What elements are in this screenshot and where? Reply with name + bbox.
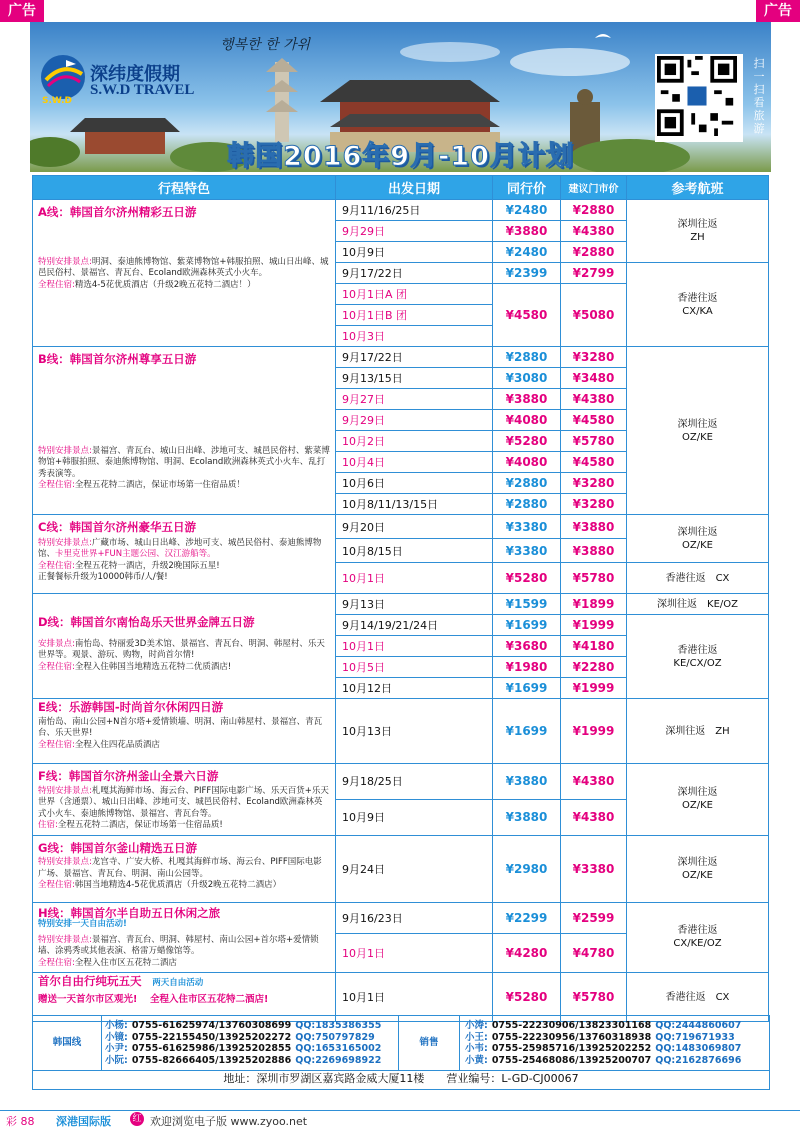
route-c-stay-text: 全程五花特一酒店，升级2晚国际五星! (74, 560, 220, 571)
route-b-attr-label: 特别安排景点: (38, 445, 92, 456)
route-h-title: H线：韩国首尔半自助五日休闲之旅 (38, 905, 221, 920)
retail-price: ¥2280 (561, 657, 627, 678)
date-cell: 9月29日 (336, 410, 493, 431)
route-free-sub2: 赠送一天首尔市区观光! (38, 993, 138, 1005)
route-g-attr-text: 龙宫寺、广安大桥、札嘎其海鲜市场、海云台、PIFF国际电影广场、景福宫、青瓦台、明洞、南山公园等。 (38, 857, 322, 879)
route-h-attr-label: 特别安排景点: (38, 934, 92, 945)
date-cell: 10月13日 (336, 699, 493, 764)
date-cell: 9月16/23日 (336, 902, 493, 933)
table-row (33, 835, 769, 902)
retail-price: ¥3380 (561, 835, 627, 902)
contact-item: 小镜: 0755-22155450/13925202272 QQ:750797829 (105, 1031, 375, 1043)
route-a-description (33, 200, 336, 347)
route-free-sub3: 全程入住市区五花特二酒店! (150, 993, 269, 1005)
retail-price: ¥4380 (561, 389, 627, 410)
retail-price: ¥4580 (561, 410, 627, 431)
header-banner (30, 22, 771, 172)
col-header-date: 出发日期 (336, 176, 493, 200)
route-c-extra: 正餐餐标升级为10000韩币/人/餐! (38, 572, 168, 582)
peer-price: ¥3380 (493, 539, 561, 563)
retail-price: ¥1999 (561, 699, 627, 764)
swd-logo-icon (38, 52, 88, 102)
retail-price: ¥4380 (561, 221, 627, 242)
peer-price: ¥2399 (493, 263, 561, 284)
route-b-stay-label: 全程住宿: (38, 480, 75, 490)
peer-price: ¥2880 (493, 494, 561, 515)
peer-price: ¥2880 (493, 347, 561, 368)
ad-label-left: 广告 (0, 0, 44, 22)
peer-price: ¥1699 (493, 678, 561, 699)
retail-price: ¥4380 (561, 764, 627, 800)
retail-price: ¥2599 (561, 902, 627, 933)
retail-price: ¥2880 (561, 200, 627, 221)
route-e-title: E线：乐游韩国-时尚首尔休闲四日游 (38, 700, 224, 714)
route-d-title: D线：韩国首尔南怡岛乐天世界金牌五日游 (38, 615, 255, 629)
peer-price: ¥2480 (493, 200, 561, 221)
contact-panel (32, 1015, 770, 1071)
footer-divider (0, 1110, 800, 1111)
retail-price: ¥5780 (561, 563, 627, 594)
retail-price: ¥3280 (561, 494, 627, 515)
contact-item: 小王: 0755-22230956/13760318938 QQ:719671933 (465, 1031, 735, 1043)
page-title: 韩国2016年9月-10月计划 (227, 141, 574, 172)
date-cell: 10月12日 (336, 678, 493, 699)
retail-price: ¥3280 (561, 347, 627, 368)
peer-price: ¥2880 (493, 473, 561, 494)
sales-label: 销售 (398, 1016, 460, 1070)
date-cell: 10月1日 (336, 933, 493, 972)
route-b-description (33, 347, 336, 515)
peer-price: ¥1699 (493, 615, 561, 636)
route-d-attr-text: 南怡岛、特丽爱3D美术馆、景福宫、青瓦台、明洞、韩屋村、乐天世界等。观景、游玩、购物，时尚首尔情! (38, 638, 325, 660)
retail-price: ¥3480 (561, 368, 627, 389)
date-cell: 10月6日 (336, 473, 493, 494)
route-e-stay-label: 全程住宿: (38, 739, 75, 750)
ad-label-right: 广告 (756, 0, 800, 22)
date-cell: 9月17/22日 (336, 347, 493, 368)
flight-cell: 深圳往返 ZH (627, 200, 769, 263)
retail-price: ¥3280 (561, 473, 627, 494)
route-b-stay-text: 全程五花特二酒店，保证市场第一住宿品质！ (74, 480, 245, 490)
flight-cell: 深圳往返 OZ/KE (627, 515, 769, 563)
peer-price: ¥5280 (493, 973, 561, 1022)
route-g-stay-label: 全程住宿: (38, 880, 75, 890)
route-c-stay-label: 全程住宿: (38, 560, 75, 571)
page-number: 彩 88 (6, 1115, 35, 1128)
retail-price: ¥3880 (561, 539, 627, 563)
edition-badge: 红 (130, 1112, 144, 1126)
contact-item: 小涛: 0755-22230906/13823301168 QQ:2444860607 (465, 1020, 742, 1031)
peer-price: ¥3680 (493, 636, 561, 657)
flight-cell: 香港往返 CX (627, 973, 769, 1022)
date-cell: 9月13/15日 (336, 368, 493, 389)
peer-price: ¥2299 (493, 902, 561, 933)
peer-price: ¥5280 (493, 431, 561, 452)
route-g-title: G线：韩国首尔釜山精选五日游 (38, 840, 197, 855)
date-cell: 9月20日 (336, 515, 493, 539)
route-d-attr-label: 安排景点: (38, 638, 75, 649)
korea-line-label: 韩国线 (33, 1016, 102, 1070)
address-line: 地址：深圳市罗湖区嘉宾路金威大厦11楼 营业编号：L-GD-CJ00067 (32, 1069, 770, 1090)
table-row (33, 347, 769, 368)
contact-item: 小尹: 0755-61625986/13925202855 QQ:1653165002 (105, 1043, 382, 1054)
brand-abbr: S.W.D (42, 96, 72, 106)
route-h-stay-text: 全程入住市区五花特二酒店 (74, 957, 177, 968)
peer-price: ¥1699 (493, 699, 561, 764)
peer-price: ¥5280 (493, 563, 561, 594)
contact-list-right (465, 1020, 741, 1066)
table-header-row (33, 176, 769, 200)
peer-price: ¥4580 (493, 284, 561, 347)
table-row (33, 699, 769, 764)
route-g-stay-text: 韩国当地精选4-5花优质酒店（升级2晚五花特二酒店） (74, 880, 282, 890)
route-a-title: A线：韩国首尔济州精彩五日游 (38, 205, 197, 219)
date-cell: 10月8/15日 (336, 539, 493, 563)
retail-price: ¥5780 (561, 431, 627, 452)
col-header-retail-price: 建议门市价 (561, 176, 627, 200)
brand-name-en: S.W.D TRAVEL (90, 82, 195, 98)
schedule-table (32, 175, 769, 1022)
table-row (33, 200, 769, 221)
date-cell: 10月4日 (336, 452, 493, 473)
qr-label: 扫一扫看旅游 (753, 57, 765, 135)
date-cell: 9月13日 (336, 594, 493, 615)
route-e-description (33, 699, 336, 764)
edition-label: 深港国际版 (56, 1115, 111, 1128)
route-free-title: 首尔自由行纯玩五天 (38, 974, 142, 988)
date-cell: 10月1日 (336, 563, 493, 594)
route-b-attr-text: 景福宫、青瓦台、城山日出峰、涉地可支、城邑民俗村、紫菜博物馆+韩服拍照、泰迪熊博物馆、明洞、Ecoland欧洲森林英式小火车、乱打秀表演等。 (38, 445, 330, 479)
flight-cell: 深圳往返 OZ/KE (627, 835, 769, 902)
date-cell: 10月8/11/13/15日 (336, 494, 493, 515)
brand-logo (38, 52, 238, 112)
retail-price: ¥3880 (561, 515, 627, 539)
date-cell: 10月3日 (336, 326, 493, 347)
peer-price: ¥4080 (493, 452, 561, 473)
table-row (33, 764, 769, 800)
peer-price: ¥3380 (493, 515, 561, 539)
date-cell: 10月9日 (336, 242, 493, 263)
date-cell: 9月27日 (336, 389, 493, 410)
route-e-stay-text: 全程入住四花品质酒店 (74, 739, 160, 750)
retail-price: ¥5080 (561, 284, 627, 347)
peer-price: ¥4080 (493, 410, 561, 431)
table-row (33, 902, 769, 933)
flight-cell: 深圳往返 OZ/KE (627, 347, 769, 515)
brand-name-cn: 深纬度假期 (90, 64, 180, 85)
date-cell: 9月14/19/21/24日 (336, 615, 493, 636)
retail-price: ¥4380 (561, 799, 627, 835)
flight-cell: 香港往返 CX (627, 563, 769, 594)
contact-list-left (105, 1020, 381, 1066)
flight-cell: 深圳往返 OZ/KE (627, 764, 769, 836)
col-header-flight: 参考航班 (627, 176, 769, 200)
date-cell: 9月11/16/25日 (336, 200, 493, 221)
route-a-attr-label: 特别安排景点: (38, 256, 92, 267)
date-cell: 10月1日 (336, 636, 493, 657)
route-d-stay-label: 全程住宿: (38, 661, 75, 672)
date-cell: 9月18/25日 (336, 764, 493, 800)
route-c-title: C线：韩国首尔济州豪华五日游 (38, 520, 196, 534)
route-h-description (33, 902, 336, 973)
route-b-title: B线：韩国首尔济州尊享五日游 (38, 352, 197, 366)
route-c-attr-highlight: 卡里克世界+FUN主题公园、汉江游船等。 (55, 549, 216, 559)
retail-price: ¥1999 (561, 678, 627, 699)
contact-item: 小杨: 0755-61625974/13760308699 QQ:1835386355 (105, 1020, 382, 1031)
peer-price: ¥4280 (493, 933, 561, 972)
header-script: 행복한 한 가위 (220, 37, 311, 53)
retail-price: ¥4780 (561, 933, 627, 972)
date-cell: 10月5日 (336, 657, 493, 678)
date-cell: 9月29日 (336, 221, 493, 242)
date-cell: 10月1日A 团 (336, 284, 493, 305)
table-row (33, 594, 769, 615)
route-free-sub1: 两天自由活动 (152, 978, 204, 988)
route-f-attr-label: 特别安排景点: (38, 785, 92, 796)
route-f-stay-text: 全程五花特二酒店，保证市场第一住宿品质! (57, 820, 223, 830)
col-header-itinerary: 行程特色 (33, 176, 336, 200)
qr-code-icon (657, 56, 737, 136)
route-h-attr-text: 景福宫、青瓦台、明洞、韩屋村、南山公园+首尔塔+爱情锁墙、涂鸦秀或其他表演、格雷万蜡像馆等。 (38, 934, 319, 956)
route-h-stay-label: 全程住宿: (38, 957, 75, 968)
route-a-stay-label: 全程住宿: (38, 279, 75, 290)
route-f-title: F线：韩国首尔济州釜山全景六日游 (38, 769, 219, 783)
route-f-stay-label: 住宿: (38, 820, 58, 830)
peer-price: ¥2980 (493, 835, 561, 902)
qr-code (655, 54, 743, 142)
flight-cell: 深圳往返 KE/OZ (627, 594, 769, 615)
contact-item: 小韦: 0755-25985716/13925202252 QQ:1483069807 (465, 1043, 742, 1054)
route-g-description (33, 835, 336, 902)
route-c-attr-label: 特别安排景点: (38, 537, 92, 548)
flight-cell: 深圳往返 ZH (627, 699, 769, 764)
date-cell: 10月1日 (336, 973, 493, 1022)
retail-price: ¥4580 (561, 452, 627, 473)
retail-price: ¥4180 (561, 636, 627, 657)
flight-cell: 香港往返 CX/KA (627, 263, 769, 347)
peer-price: ¥2480 (493, 242, 561, 263)
peer-price: ¥3880 (493, 389, 561, 410)
retail-price: ¥1999 (561, 615, 627, 636)
peer-price: ¥3880 (493, 221, 561, 242)
contact-item: 小阮: 0755-82666405/13925202886 QQ:2269698922 (105, 1054, 382, 1066)
retail-price: ¥5780 (561, 973, 627, 1022)
route-c-description (33, 515, 336, 594)
col-header-peer-price: 同行价 (493, 176, 561, 200)
route-d-stay-text: 全程入住韩国当地精选五花特二优质酒店! (74, 661, 232, 672)
retail-price: ¥2880 (561, 242, 627, 263)
peer-price: ¥1599 (493, 594, 561, 615)
peer-price: ¥3880 (493, 799, 561, 835)
route-f-description (33, 764, 336, 836)
date-cell: 9月17/22日 (336, 263, 493, 284)
route-h-sub: 特别安排一天自由活动! (38, 919, 127, 929)
route-e-attr-text: 南怡岛、南山公园+N首尔塔+爱情锁墙、明洞、南山韩屋村、景福宫、青瓦台、乐天世界! (38, 716, 323, 738)
flight-cell: 香港往返 CX/KE/OZ (627, 902, 769, 973)
route-f-attr-text: 札嘎其海鲜市场、海云台、PIFF国际电影广场、乐天百货+乐天世界（含通票）、城山日出峰、涉地可支、城邑民俗村、Ecoland欧洲森林英式小火车、泰迪熊博物馆、景福宫、青瓦台等。 (38, 785, 329, 819)
page-footer (0, 1110, 800, 1131)
retail-price: ¥2799 (561, 263, 627, 284)
date-cell: 10月2日 (336, 431, 493, 452)
route-a-attr-text: 明洞、泰迪熊博物馆、紫菜博物馆+韩服拍照、城山日出峰、城邑民俗村、景福宫、青瓦台、Ecoland欧洲森林英式小火车。 (38, 256, 329, 278)
website-link[interactable]: 欢迎浏览电子版 www.zyoo.net (150, 1115, 308, 1128)
peer-price: ¥3080 (493, 368, 561, 389)
date-cell: 9月24日 (336, 835, 493, 902)
contact-item: 小黄: 0755-25468086/13925200707 QQ:2162876696 (465, 1054, 742, 1066)
route-d-description (33, 594, 336, 699)
route-g-attr-label: 特别安排景点: (38, 857, 92, 867)
route-a-stay-text: 精选4-5花优质酒店（升级2晚五花特二酒店！） (74, 279, 256, 290)
date-cell: 10月9日 (336, 799, 493, 835)
retail-price: ¥1899 (561, 594, 627, 615)
flight-cell: 香港往返 KE/CX/OZ (627, 615, 769, 699)
peer-price: ¥1980 (493, 657, 561, 678)
peer-price: ¥3880 (493, 764, 561, 800)
table-row (33, 515, 769, 539)
route-c-attr-text: 广藏市场、城山日出峰、涉地可支、城邑民俗村、泰迪熊博物馆、 (38, 537, 322, 559)
date-cell: 10月1日B 团 (336, 305, 493, 326)
